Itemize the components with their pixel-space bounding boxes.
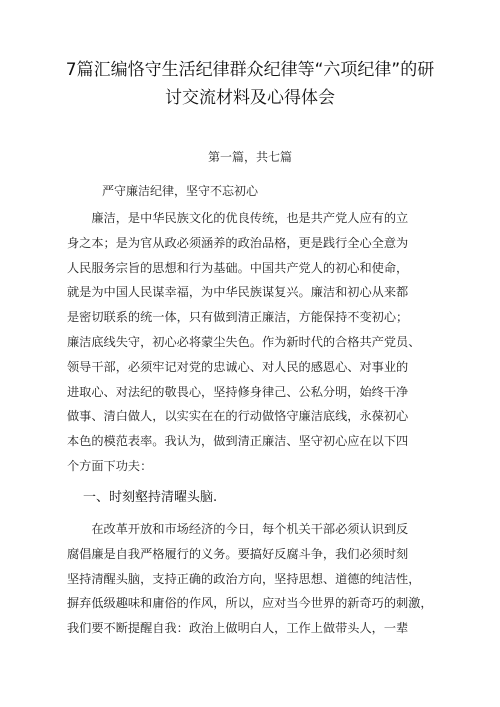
paragraph-line: 我们要不断提醒自我：政治上做明白人，工作上做带头人，一辈 <box>67 621 409 636</box>
paragraph-line: 廉洁底线失守，初心必将蒙尘失色。作为新时代的合格共产党员、 <box>67 334 421 349</box>
title-line-2: 讨交流材料及心得体会 <box>165 88 335 108</box>
paragraph-line: 廉洁，是中华民族文化的优良传统，也是共产党人应有的立 <box>67 211 409 225</box>
paragraph-line: 摒弃低级趣味和庸俗的作风，所以，应对当今世界的新奇巧的刺激， <box>67 596 433 611</box>
paragraph-line: 做事、清白做人，以实实在在的行动做恪守廉洁底线，永葆初心 <box>67 409 409 424</box>
section-heading-1: 一、时刻壑持清曜头脑. <box>83 490 218 505</box>
title-line-1: 7篇汇编恪守生活纪律群众纪律等“六项纪律”的研 <box>65 60 435 80</box>
paragraph-line: 是密切联系的统一体，只有做到清正廉洁，方能保持不变初心； <box>67 310 409 325</box>
paragraph-line: 坚持清醒头脑，支持正确的政治方向，坚持思想、道德的纯洁性， <box>67 571 421 586</box>
paragraph-line: 在改革开放和市场经济的今日，每个机关干部必须认识到反 <box>67 522 409 536</box>
paragraph-line: 身之本；是为官从政必须涵养的政治品格，更是践行全心全意为 <box>67 235 409 250</box>
paragraph-1 <box>67 206 439 479</box>
paragraph-line: 进取心、对法纪的敬畏心，坚持修身律己、公私分明，始终干净 <box>67 384 409 399</box>
chapter-label: 第一篇，共七篇 <box>207 150 292 164</box>
paragraph-2 <box>67 517 439 641</box>
paragraph-line: 腐倡廉是自我严格履行的义务。要搞好反腐斗争，我们必须时刻 <box>67 546 409 561</box>
document-title <box>40 56 460 112</box>
paragraph-line: 领导干部，必须牢记对党的忠诚心、对人民的感恩心、对事业的 <box>67 359 409 374</box>
paragraph-line: 个方面下功夫： <box>67 458 153 473</box>
paragraph-line: 本色的模范表率。我认为，做到清正廉洁、坚守初心应在以下四 <box>67 434 409 449</box>
section-subtitle: 严守廉洁纪律，坚守不忘初心 <box>102 184 259 198</box>
paragraph-line: 人民服务宗旨的思想和行为基础。中国共产党人的初心和使命， <box>67 260 409 275</box>
paragraph-line: 就是为中国人民谋幸福，为中华民族谋复兴。廉洁和初心从来都 <box>67 285 409 300</box>
